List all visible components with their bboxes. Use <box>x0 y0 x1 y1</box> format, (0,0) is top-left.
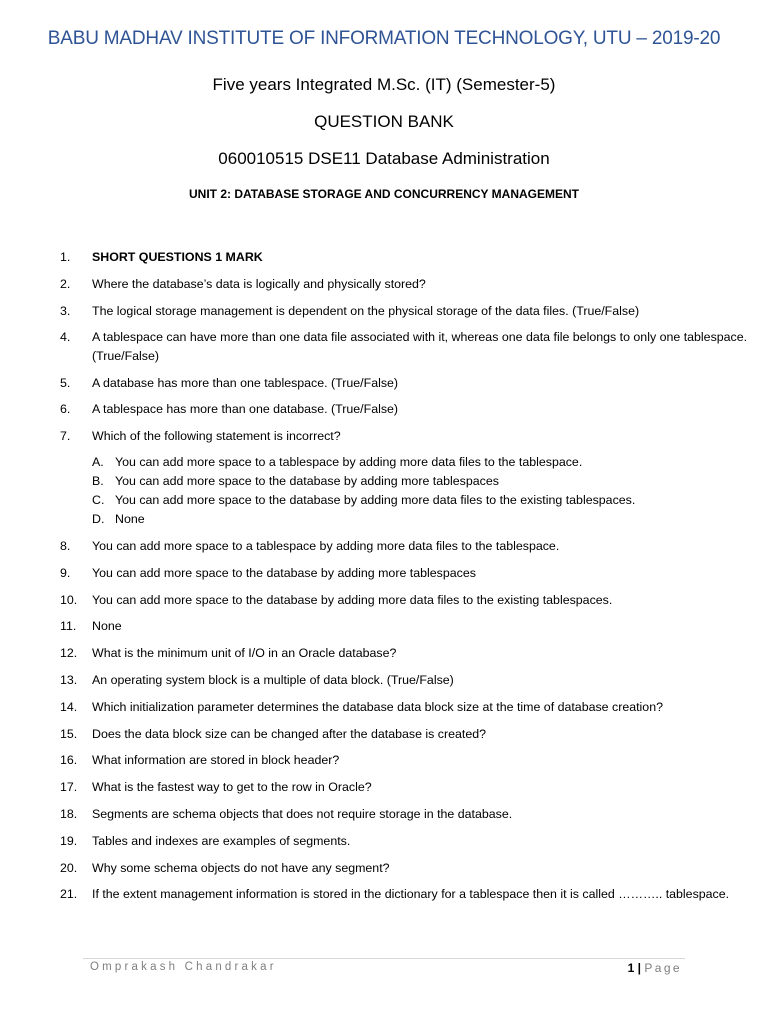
question-text: Tables and indexes are examples of segments. <box>92 833 351 848</box>
question-text: Which of the following statement is incorrect? <box>92 429 341 444</box>
question-number: 10. <box>60 592 78 607</box>
question-number: 19. <box>60 833 78 848</box>
institute-title: BABU MADHAV INSTITUTE OF INFORMATION TECHNOLOGY, UTU – 2019-20 <box>47 28 721 49</box>
question-number: 3. <box>60 303 71 318</box>
subject-title: 060010515 DSE11 Database Administration <box>218 149 550 168</box>
question-text: You can add more space to the database by adding more tablespaces <box>92 565 476 580</box>
question-list <box>60 248 750 912</box>
question-number: 16. <box>60 753 78 768</box>
list-item <box>60 698 750 717</box>
option-letter: B. <box>92 473 104 488</box>
list-item <box>60 328 750 365</box>
answer-options <box>92 453 750 529</box>
question-number: 8. <box>60 539 71 554</box>
option-letter: A. <box>92 454 104 469</box>
list-item <box>60 248 750 267</box>
answer-option <box>92 453 750 472</box>
list-item <box>60 617 750 636</box>
list-item <box>60 832 750 851</box>
question-number: 20. <box>60 860 78 875</box>
question-number: 11. <box>60 619 77 634</box>
list-item <box>60 374 750 393</box>
list-item <box>60 427 750 529</box>
list-item <box>60 885 750 904</box>
list-item <box>60 400 750 419</box>
question-text: What information are stored in block header? <box>92 753 340 768</box>
question-text: If the extent management information is stored in the dictionary for a tablespace then it is called ……….. tablespace. <box>92 887 730 902</box>
list-item <box>60 859 750 878</box>
footer-page-number <box>628 961 682 975</box>
question-text: A database has more than one tablespace. (True/False) <box>92 375 399 390</box>
option-text: You can add more space to a tablespace by adding more data files to the tablespace. <box>115 454 583 469</box>
answer-option <box>92 510 750 529</box>
question-number: 7. <box>60 429 71 444</box>
answer-option <box>92 472 750 491</box>
list-item <box>60 751 750 770</box>
option-text: You can add more space to the database by adding more tablespaces <box>115 473 499 488</box>
question-text: An operating system block is a multiple of data block. (True/False) <box>92 673 454 688</box>
list-item <box>60 564 750 583</box>
question-number: 4. <box>60 330 71 345</box>
question-number: 12. <box>60 646 78 661</box>
list-item <box>60 591 750 610</box>
footer-divider <box>83 958 685 959</box>
question-number: 18. <box>60 807 78 822</box>
course-title: Five years Integrated M.Sc. (IT) (Semester-5) <box>212 75 556 94</box>
list-item <box>60 644 750 663</box>
option-letter: C. <box>92 492 105 507</box>
question-number: 17. <box>60 780 78 795</box>
question-text: The logical storage management is dependent on the physical storage of the data files. (True/False) <box>92 303 640 318</box>
question-text: Which initialization parameter determines the database data block size at the time of database creation? <box>92 699 663 714</box>
page-separator: | <box>637 961 642 975</box>
unit-heading: UNIT 2: DATABASE STORAGE AND CONCURRENCY MANAGEMENT <box>188 187 579 201</box>
question-text: You can add more space to the database by adding more data files to the existing tablespaces. <box>92 592 613 607</box>
list-item <box>60 537 750 556</box>
list-item <box>60 778 750 797</box>
question-number: 6. <box>60 402 71 417</box>
option-letter: D. <box>92 511 105 526</box>
page-number: 1 <box>627 961 635 975</box>
list-item <box>60 275 750 294</box>
question-number: 14. <box>60 699 78 714</box>
question-text: What is the fastest way to get to the row in Oracle? <box>92 780 372 795</box>
question-text: Segments are schema objects that does not require storage in the database. <box>92 807 513 822</box>
question-text: A tablespace has more than one database. (True/False) <box>92 402 399 417</box>
question-text: None <box>92 619 122 634</box>
question-number: 15. <box>60 726 78 741</box>
question-number: 9. <box>60 565 71 580</box>
list-item <box>60 302 750 321</box>
list-item <box>60 805 750 824</box>
question-number: 2. <box>60 276 71 291</box>
question-text: Where the database’s data is logically and physically stored? <box>92 276 426 291</box>
footer-author: Omprakash Chandrakar <box>90 961 277 973</box>
option-text: You can add more space to the database by adding more data files to the existing tablespaces. <box>115 492 636 507</box>
question-number: 5. <box>60 375 71 390</box>
question-text: Why some schema objects do not have any segment? <box>92 860 390 875</box>
answer-option <box>92 491 750 510</box>
question-text: Does the data block size can be changed after the database is created? <box>92 726 487 741</box>
question-text: SHORT QUESTIONS 1 MARK <box>92 250 263 264</box>
question-number: 21. <box>60 887 78 902</box>
option-text: None <box>115 511 145 526</box>
question-text: You can add more space to a tablespace by adding more data files to the tablespace. <box>92 539 560 554</box>
page-word: Page <box>644 961 682 975</box>
question-number: 13. <box>60 673 78 688</box>
list-item <box>60 725 750 744</box>
question-number: 1. <box>60 250 71 264</box>
question-text: A tablespace can have more than one data file associated with it, whereas one data file belongs to only one tablespace. (True/False) <box>92 330 748 363</box>
question-text: What is the minimum unit of I/O in an Oracle database? <box>92 646 397 661</box>
list-item <box>60 671 750 690</box>
document-type-title: QUESTION BANK <box>314 112 454 131</box>
